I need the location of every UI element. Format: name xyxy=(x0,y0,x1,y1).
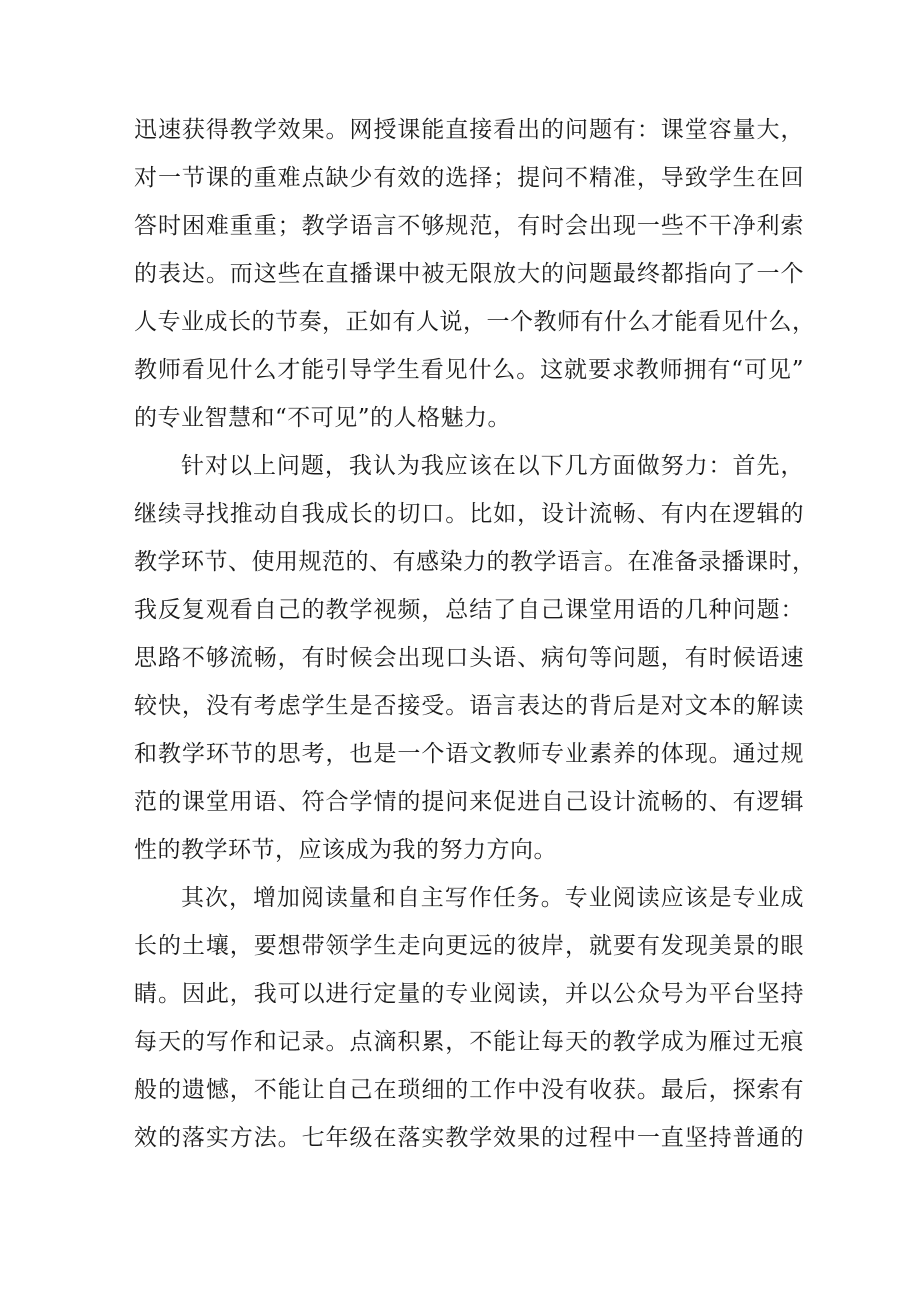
paragraph-first-line: 针对以上问题，我认为我应该在以下几方面做努力：首先， xyxy=(181,453,804,479)
text-line: 效的落实方法。七年级在落实教学效果的过程中一直坚持普通的 xyxy=(134,1125,804,1151)
text-line: 睛。因此，我可以进行定量的专业阅读，并以公众号为平台坚持 xyxy=(134,981,804,1007)
text-line: 的专业智慧和“不可见”的人格魅力。 xyxy=(134,405,512,431)
text-line: 人专业成长的节奏，正如有人说，一个教师有什么才能看见什么， xyxy=(134,309,816,335)
text-line: 般的遗憾，不能让自己在琐细的工作中没有收获。最后，探索有 xyxy=(134,1077,804,1103)
text-line: 教师看见什么才能引导学生看见什么。这就要求教师拥有“可见” xyxy=(134,357,804,383)
paragraph-first-line: 其次，增加阅读量和自主写作任务。专业阅读应该是专业成 xyxy=(181,885,804,911)
text-line: 我反复观看自己的教学视频，总结了自己课堂用语的几种问题： xyxy=(134,597,804,623)
text-line: 长的土壤，要想带领学生走向更远的彼岸，就要有发现美景的眼 xyxy=(134,933,804,959)
text-line: 和教学环节的思考，也是一个语文教师专业素养的体现。通过规 xyxy=(134,741,804,767)
text-line: 对一节课的重难点缺少有效的选择；提问不精准，导致学生在回 xyxy=(134,165,804,191)
text-line: 教学环节、使用规范的、有感染力的教学语言。在准备录播课时， xyxy=(134,549,816,575)
text-line: 继续寻找推动自我成长的切口。比如，设计流畅、有内在逻辑的 xyxy=(134,501,804,527)
text-line: 性的教学环节，应该成为我的努力方向。 xyxy=(134,837,557,863)
text-line: 思路不够流畅，有时候会出现口头语、病句等问题，有时候语速 xyxy=(134,645,804,671)
text-line: 范的课堂用语、符合学情的提问来促进自己设计流畅的、有逻辑 xyxy=(134,789,804,815)
text-line: 迅速获得教学效果。网授课能直接看出的问题有：课堂容量大， xyxy=(134,117,804,143)
text-line: 的表达。而这些在直播课中被无限放大的问题最终都指向了一个 xyxy=(134,261,804,287)
text-line: 答时困难重重；教学语言不够规范，有时会出现一些不干净利索 xyxy=(134,213,804,239)
text-line: 较快，没有考虑学生是否接受。语言表达的背后是对文本的解读 xyxy=(134,693,804,719)
text-line: 每天的写作和记录。点滴积累，不能让每天的教学成为雁过无痕 xyxy=(134,1029,804,1055)
